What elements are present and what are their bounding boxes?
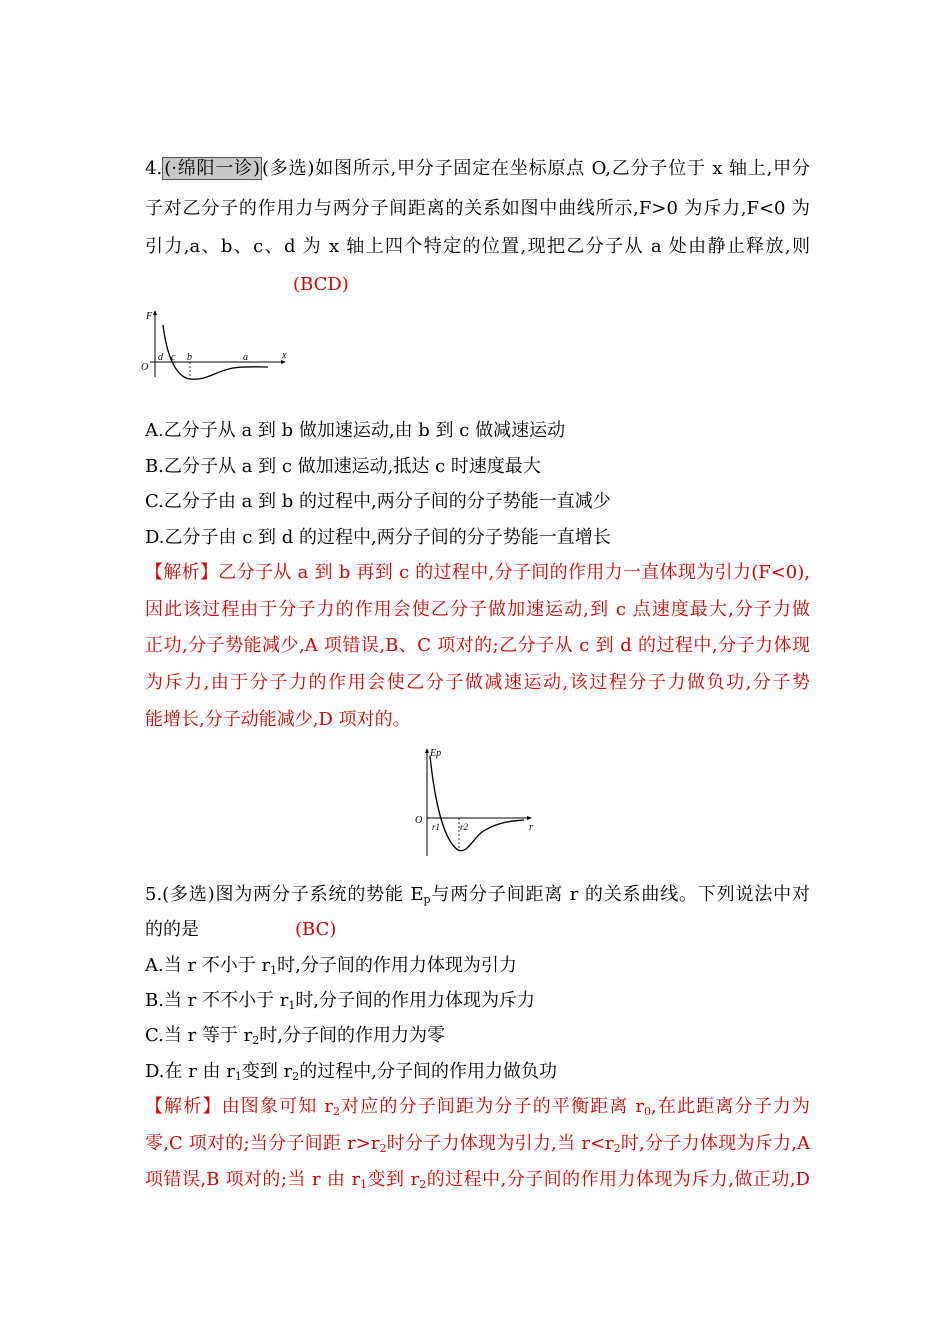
q5-answer: (BC) xyxy=(295,919,337,940)
q4-answer: (BCD) xyxy=(293,274,349,295)
subscript: 2 xyxy=(252,1034,260,1047)
subscript: 1 xyxy=(234,1070,242,1083)
subscript: 2 xyxy=(613,1142,621,1155)
option-text: 时,分子间的作用力体现为引力 xyxy=(277,955,517,976)
q4-analysis-line-4: 为斥力,由于分子力的作用会使乙分子做减速运动,该过程分子力做负功,分子势 xyxy=(145,672,810,693)
analysis-text: 对应的分子间距为分子的平衡距离 r xyxy=(339,1096,644,1117)
y-axis-arrow xyxy=(153,310,157,315)
analysis-text: ,在此距离分子力为 xyxy=(651,1096,811,1117)
option-text: 时,分子间的作用力为零 xyxy=(259,1025,445,1046)
q4-option-d: D.乙分子由 c 到 d 的过程中,两分子间的分子势能一直增长 xyxy=(145,527,611,548)
option-text: A.当 r 不小于 r xyxy=(145,955,271,976)
x-axis-label: r xyxy=(529,822,533,833)
q5-line-1 xyxy=(145,883,810,907)
analysis-text: 变到 r xyxy=(367,1169,420,1190)
q4-analysis-line-1: 【解析】乙分子从 a 到 b 再到 c 的过程中,分子间的作用力一直体现为引力(F<0), xyxy=(145,562,810,583)
option-text: D.在 r 由 r xyxy=(145,1061,235,1082)
point-c-label: c xyxy=(171,352,176,363)
subscript: p xyxy=(423,893,431,906)
q5-option-d xyxy=(145,1060,810,1084)
q4-line-3: 引力,a、b、c、d 为 x 轴上四个特定的位置,现把乙分子从 a 处由静止释放,则 xyxy=(145,236,810,257)
q5-analysis-line-1 xyxy=(145,1095,810,1119)
analysis-text: 零,C 项对的;当分子间距 r>r xyxy=(145,1133,380,1154)
r1-label: r1 xyxy=(432,822,441,832)
question-number: 4. xyxy=(145,158,163,179)
analysis-text: 项错误,B 项对的;当 r 由 r xyxy=(145,1169,361,1190)
q5-analysis-line-3 xyxy=(145,1168,810,1192)
subscript: 1 xyxy=(288,999,296,1012)
analysis-text: 的过程中,分子间的作用力体现为斥力,做正功,D xyxy=(426,1169,810,1190)
q4-option-a: A.乙分子从 a 到 b 做加速运动,由 b 到 c 做减速运动 xyxy=(145,420,566,441)
source-tag: (·绵阳一诊) xyxy=(164,158,260,179)
analysis-text: 时分子力体现为引力,当 r<r xyxy=(386,1133,614,1154)
r2-label: r2 xyxy=(460,822,469,832)
option-text: B.当 r 不不小于 r xyxy=(145,990,289,1011)
x-axis-arrow xyxy=(527,816,532,820)
potential-curve xyxy=(430,756,524,851)
subscript: 1 xyxy=(360,1178,368,1191)
q4-analysis-line-2: 因此该过程由于分子力的作用会使乙分子做加速运动,到 c 点速度最大,分子力做 xyxy=(145,599,810,620)
subscript: 2 xyxy=(292,1070,300,1083)
point-d-label: d xyxy=(158,352,163,363)
origin-label: O xyxy=(141,362,149,373)
q5-line-2: 的的是 xyxy=(145,919,199,940)
subscript: 2 xyxy=(419,1178,427,1191)
analysis-text: 【解析】由图象可知 r xyxy=(145,1096,333,1117)
point-a-label: a xyxy=(243,352,248,363)
option-text: C.当 r 等于 r xyxy=(145,1025,253,1046)
q4-analysis-line-5: 能增长,分子动能减少,D 项对的。 xyxy=(145,709,411,730)
option-text: 时,分子间的作用力体现为斥力 xyxy=(295,990,536,1011)
y-axis-label: F xyxy=(146,311,153,322)
q5-option-c xyxy=(145,1024,810,1048)
subscript: 2 xyxy=(332,1105,340,1118)
subscript: 1 xyxy=(270,964,278,977)
force-distance-graph xyxy=(138,305,293,385)
point-b-label: b xyxy=(187,352,192,363)
q5-analysis-line-2 xyxy=(145,1132,810,1156)
analysis-text: 时,分子力体现为斥力,A xyxy=(620,1133,810,1154)
y-axis-arrow xyxy=(425,748,429,753)
y-axis-label: Ep xyxy=(430,748,442,759)
q5-stem-part-1: 5.(多选)图为两分子系统的势能 E xyxy=(145,884,424,905)
q4-option-b: B.乙分子从 a 到 c 做加速运动,抵达 c 时速度最大 xyxy=(145,456,541,477)
q5-option-b xyxy=(145,989,810,1013)
option-text: 的过程中,分子间的作用力做负功 xyxy=(299,1061,557,1082)
q5-option-a xyxy=(145,954,810,978)
q5-stem-part-2: 与两分子间距离 r 的关系曲线。下列说法中对 xyxy=(430,884,810,905)
subscript: 2 xyxy=(379,1142,387,1155)
q4-line-2: 子对乙分子的作用力与两分子间距离的关系如图中曲线所示,F>0 为斥力,F<0 为 xyxy=(145,198,810,219)
x-axis-label: x xyxy=(282,350,287,361)
q4-option-c: C.乙分子由 a 到 b 的过程中,两分子间的分子势能一直减少 xyxy=(145,491,611,512)
potential-energy-graph xyxy=(412,744,542,859)
option-text: 变到 r xyxy=(241,1061,293,1082)
q4-stem-text: (多选)如图所示,甲分子固定在坐标原点 O,乙分子位于 x 轴上,甲分 xyxy=(261,158,810,179)
q4-analysis-line-3: 正功,分子势能减少,A 项错误,B、C 项对的;乙分子从 c 到 d 的过程中,分子力体现 xyxy=(145,635,810,656)
subscript: 0 xyxy=(644,1105,651,1118)
force-curve xyxy=(163,325,268,379)
q4-line-1 xyxy=(145,157,810,181)
origin-label: O xyxy=(415,815,423,826)
